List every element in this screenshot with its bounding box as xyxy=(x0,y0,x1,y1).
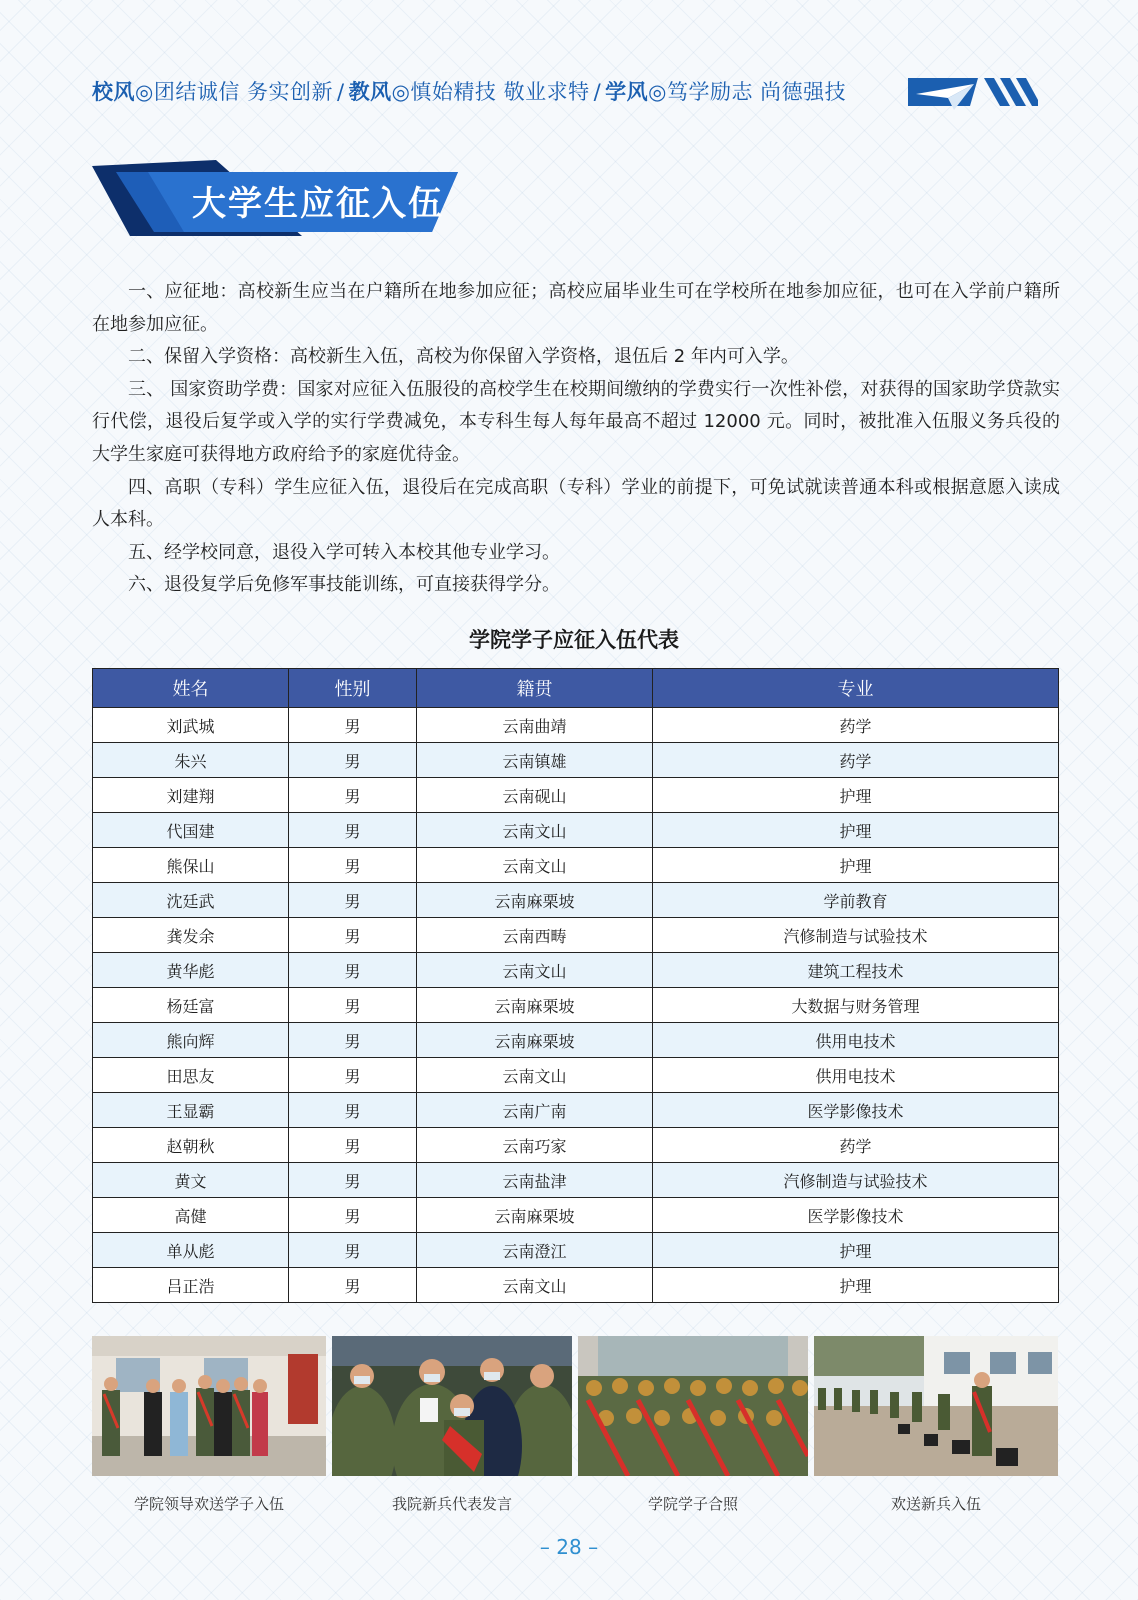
column-header-name: 姓名 xyxy=(93,669,289,708)
table-row xyxy=(93,1058,1059,1093)
cell-major: 药学 xyxy=(653,1128,1059,1163)
cell-major: 医学影像技术 xyxy=(653,1093,1059,1128)
cell-gender: 男 xyxy=(289,1163,417,1198)
motto-text-school: ◎团结诚信 务实创新 xyxy=(135,80,333,104)
cell-name: 朱兴 xyxy=(93,743,289,778)
table-title: 学院学子应征入伍代表 xyxy=(469,628,679,652)
cell-hometown: 云南麻栗坡 xyxy=(417,988,653,1023)
cell-gender: 男 xyxy=(289,1023,417,1058)
table-row xyxy=(93,778,1059,813)
cell-name: 杨廷富 xyxy=(93,988,289,1023)
cell-major: 护理 xyxy=(653,778,1059,813)
cell-gender: 男 xyxy=(289,883,417,918)
table-row xyxy=(93,1198,1059,1233)
policy-paragraph: 四、高职（专科）学生应征入伍，退役后在完成高职（专科）学业的前提下，可免试就读普通本科或根据意愿入读成人本科。 xyxy=(92,476,1060,531)
cell-major: 护理 xyxy=(653,813,1059,848)
cell-name: 刘武城 xyxy=(93,708,289,743)
cell-hometown: 云南文山 xyxy=(417,813,653,848)
photo-caption: 欢送新兵入伍 xyxy=(890,1495,981,1513)
photo-farewell xyxy=(814,1336,1058,1476)
cell-major: 护理 xyxy=(653,1268,1059,1303)
cell-major: 大数据与财务管理 xyxy=(653,988,1059,1023)
cell-hometown: 云南麻栗坡 xyxy=(417,883,653,918)
cell-hometown: 云南西畴 xyxy=(417,918,653,953)
column-header-hometown: 籍贯 xyxy=(417,669,653,708)
table-row xyxy=(93,1163,1059,1198)
cell-name: 代国建 xyxy=(93,813,289,848)
table-row xyxy=(93,988,1059,1023)
cell-major: 护理 xyxy=(653,1233,1059,1268)
cell-name: 吕正浩 xyxy=(93,1268,289,1303)
motto-head-school: 校风 xyxy=(92,80,135,104)
table-row xyxy=(93,813,1059,848)
cell-gender: 男 xyxy=(289,778,417,813)
cell-gender: 男 xyxy=(289,743,417,778)
motto-head-teaching: 教风 xyxy=(348,80,392,104)
cell-hometown: 云南广南 xyxy=(417,1093,653,1128)
section-title: 大学生应征入伍 xyxy=(192,184,444,224)
photo-strip xyxy=(92,1336,1058,1516)
cell-gender: 男 xyxy=(289,918,417,953)
photo-send-off xyxy=(92,1336,326,1476)
table-row xyxy=(93,953,1059,988)
cell-name: 田思友 xyxy=(93,1058,289,1093)
cell-name: 高健 xyxy=(93,1198,289,1233)
motto-text-teaching: ◎慎始精技 敬业求特 xyxy=(391,80,590,104)
cell-hometown: 云南巧家 xyxy=(417,1128,653,1163)
table-row xyxy=(93,1128,1059,1163)
cell-gender: 男 xyxy=(289,1093,417,1128)
cell-hometown: 云南镇雄 xyxy=(417,743,653,778)
cell-gender: 男 xyxy=(289,813,417,848)
photo-group xyxy=(578,1336,808,1476)
cell-hometown: 云南文山 xyxy=(417,848,653,883)
cell-hometown: 云南文山 xyxy=(417,1058,653,1093)
table-row xyxy=(93,708,1059,743)
motto-text-study: ◎笃学励志 尚德强技 xyxy=(648,80,847,104)
table-row xyxy=(93,848,1059,883)
cell-gender: 男 xyxy=(289,1128,417,1163)
table-row xyxy=(93,918,1059,953)
policy-paragraph: 一、应征地：高校新生应当在户籍所在地参加应征；高校应届毕业生可在学校所在地参加应征，也可在入学前户籍所在地参加应征。 xyxy=(92,281,1060,335)
motto-separator: / xyxy=(593,80,602,104)
photo-caption: 学院学子合照 xyxy=(647,1495,738,1513)
column-header-major: 专业 xyxy=(653,669,1059,708)
cell-major: 护理 xyxy=(653,848,1059,883)
policy-paragraph: 三、 国家资助学费：国家对应征入伍服役的高校学生在校期间缴纳的学费实行一次性补偿，对获得的国家助学贷款实行代偿，退役后复学或入学的实行学费减免，本专科生每人每年最高不超过 12000 元。同时，被批准入伍服义务兵役的大学生家庭可获得地方政府给予的家庭优待金。 xyxy=(92,378,1060,465)
table-header-row xyxy=(93,669,1059,708)
cell-name: 黄华彪 xyxy=(93,953,289,988)
cell-name: 王显霸 xyxy=(93,1093,289,1128)
cell-major: 汽修制造与试验技术 xyxy=(653,918,1059,953)
policy-paragraph: 五、经学校同意，退役入学可转入本校其他专业学习。 xyxy=(128,541,560,563)
table-row xyxy=(93,743,1059,778)
cell-hometown: 云南砚山 xyxy=(417,778,653,813)
cell-gender: 男 xyxy=(289,1058,417,1093)
table-row xyxy=(93,1233,1059,1268)
cell-major: 医学影像技术 xyxy=(653,1198,1059,1233)
cell-hometown: 云南麻栗坡 xyxy=(417,1023,653,1058)
photo-caption: 学院领导欢送学子入伍 xyxy=(133,1495,284,1513)
policy-text xyxy=(92,276,1060,602)
cell-gender: 男 xyxy=(289,708,417,743)
cell-hometown: 云南澄江 xyxy=(417,1233,653,1268)
enlistment-roster-table xyxy=(92,668,1059,1303)
header-motto xyxy=(92,76,846,106)
cell-hometown: 云南曲靖 xyxy=(417,708,653,743)
cell-gender: 男 xyxy=(289,953,417,988)
table-row xyxy=(93,1093,1059,1128)
cell-major: 药学 xyxy=(653,708,1059,743)
cell-hometown: 云南文山 xyxy=(417,953,653,988)
policy-paragraph: 二、保留入学资格：高校新生入伍，高校为你保留入学资格，退伍后 2 年内可入学。 xyxy=(128,346,799,368)
cell-major: 建筑工程技术 xyxy=(653,953,1059,988)
cell-major: 学前教育 xyxy=(653,883,1059,918)
cell-name: 黄文 xyxy=(93,1163,289,1198)
photo-caption: 我院新兵代表发言 xyxy=(391,1495,512,1513)
cell-name: 单从彪 xyxy=(93,1233,289,1268)
cell-hometown: 云南麻栗坡 xyxy=(417,1198,653,1233)
cell-name: 熊保山 xyxy=(93,848,289,883)
cell-gender: 男 xyxy=(289,1268,417,1303)
cell-major: 药学 xyxy=(653,743,1059,778)
cell-name: 沈廷武 xyxy=(93,883,289,918)
paper-plane-icon xyxy=(908,74,1038,118)
cell-gender: 男 xyxy=(289,1233,417,1268)
cell-major: 汽修制造与试验技术 xyxy=(653,1163,1059,1198)
cell-major: 供用电技术 xyxy=(653,1058,1059,1093)
motto-head-study: 学风 xyxy=(605,80,649,104)
cell-major: 供用电技术 xyxy=(653,1023,1059,1058)
table-row xyxy=(93,1268,1059,1303)
policy-paragraph: 六、退役复学后免修军事技能训练，可直接获得学分。 xyxy=(128,574,560,596)
section-title-banner xyxy=(92,160,472,238)
page-number: – 28 – xyxy=(539,1535,599,1559)
table-row xyxy=(93,1023,1059,1058)
cell-gender: 男 xyxy=(289,848,417,883)
cell-hometown: 云南盐津 xyxy=(417,1163,653,1198)
photo-recruit-speech xyxy=(332,1336,572,1476)
cell-name: 刘建翔 xyxy=(93,778,289,813)
table-row xyxy=(93,883,1059,918)
cell-gender: 男 xyxy=(289,1198,417,1233)
cell-hometown: 云南文山 xyxy=(417,1268,653,1303)
cell-name: 龚发余 xyxy=(93,918,289,953)
column-header-gender: 性别 xyxy=(289,669,417,708)
cell-name: 赵朝秋 xyxy=(93,1128,289,1163)
motto-separator: / xyxy=(337,80,345,104)
cell-gender: 男 xyxy=(289,988,417,1023)
cell-name: 熊向辉 xyxy=(93,1023,289,1058)
